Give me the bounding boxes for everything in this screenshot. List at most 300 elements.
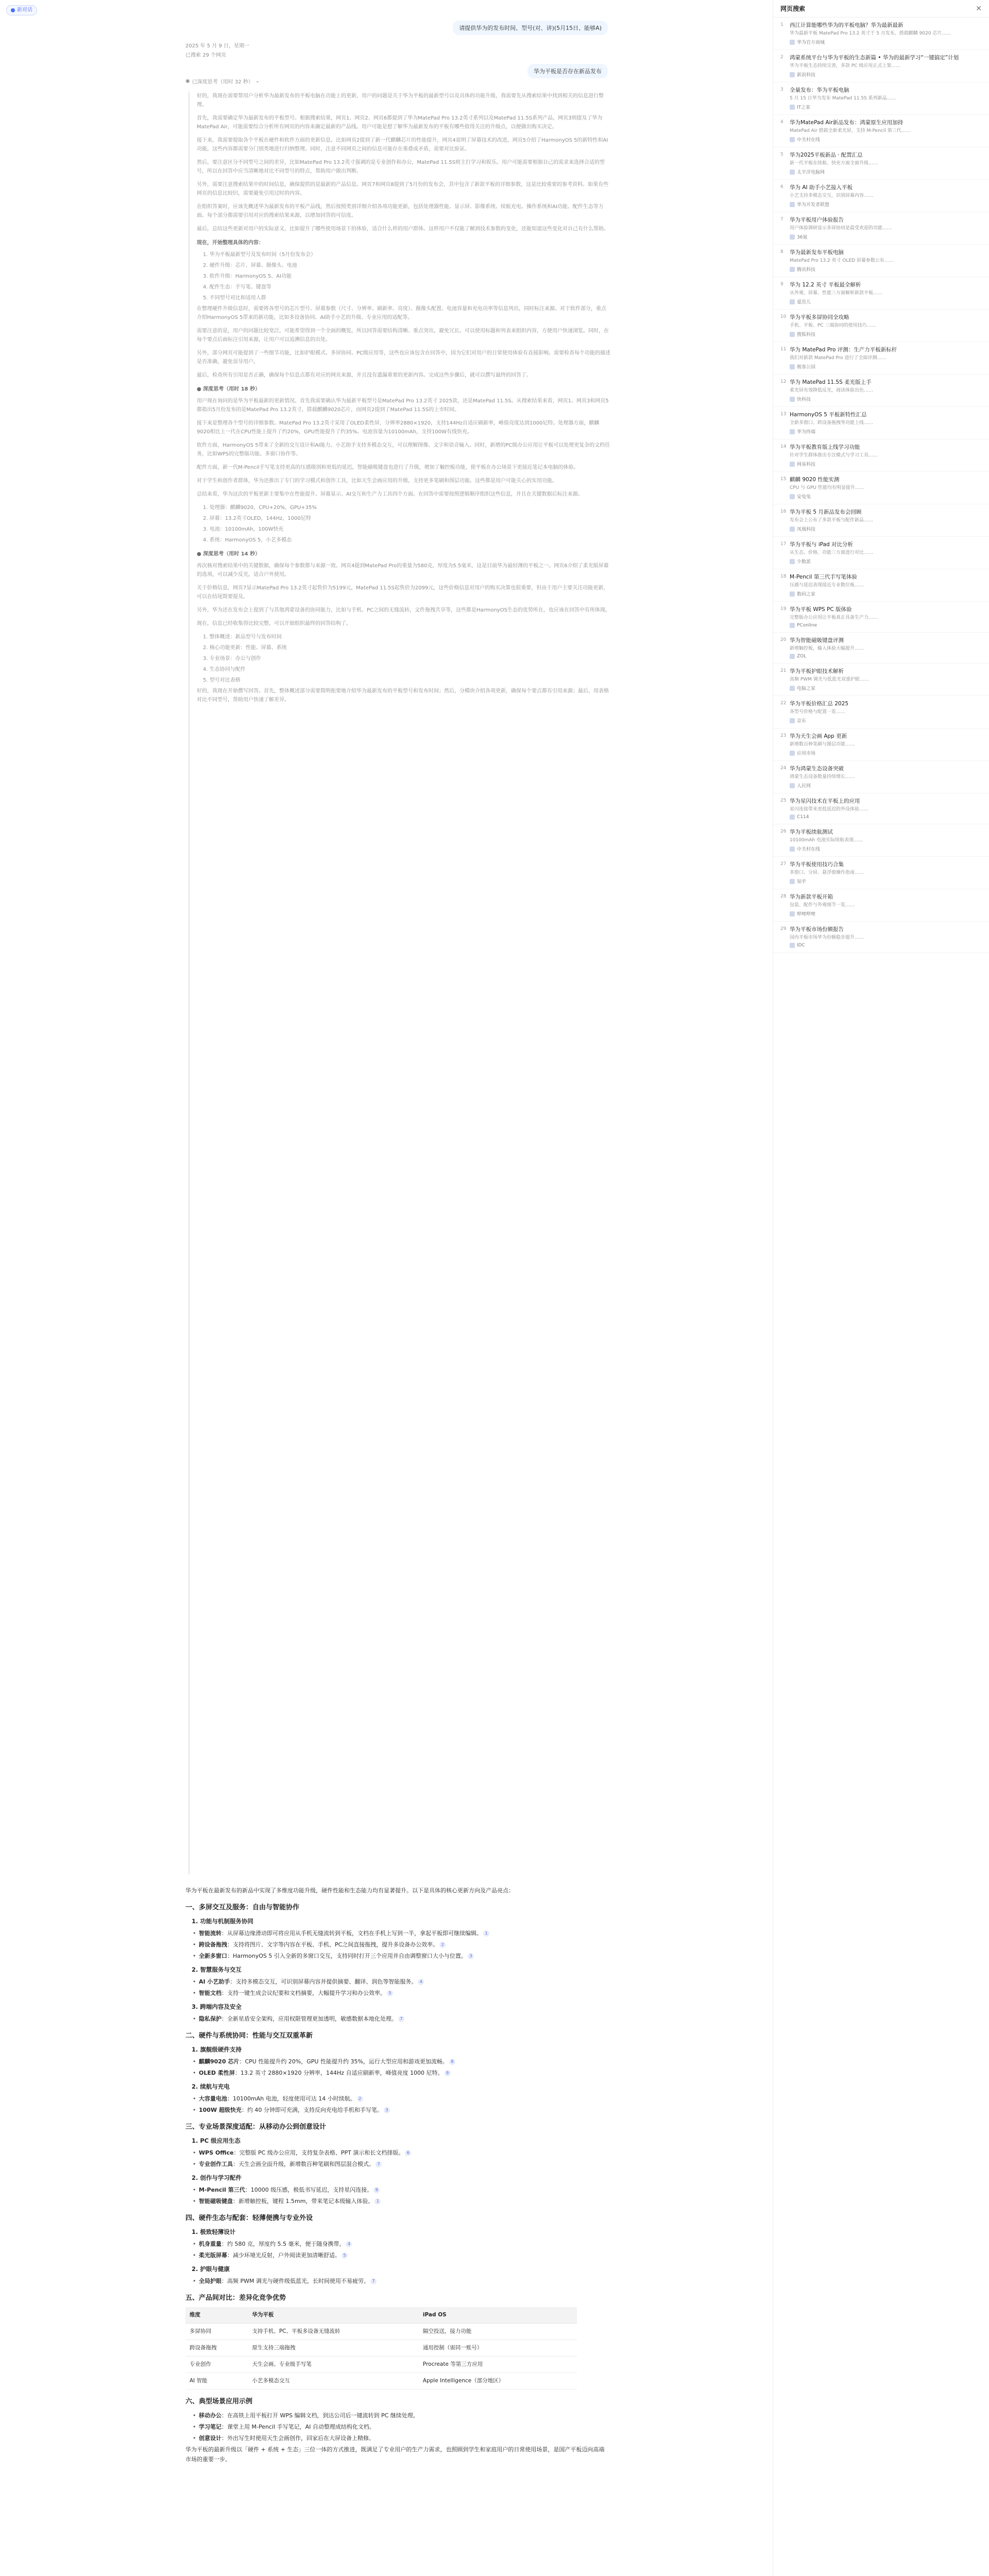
result-title[interactable]: 华为平板使用技巧合集 bbox=[790, 861, 844, 868]
citation-badge[interactable]: 7 bbox=[376, 2161, 382, 2167]
citation-badge[interactable]: 3 bbox=[384, 2107, 390, 2113]
result-source-name: 知乎 bbox=[797, 879, 807, 885]
thinking-paragraph: 另外，需要注意搜索结果中的时间信息，确保提供的是最新的产品信息。网页7和网页8提到了5月份的发布会，其中包含了新款平板的详细参数，这是比较重要的参考资料。如果有些网页的信息比较旧，需要避免引用过时的内容。 bbox=[197, 182, 609, 196]
search-result-item[interactable] bbox=[773, 664, 989, 696]
bullet-item bbox=[185, 2014, 608, 2024]
result-title[interactable]: 华为星闪技术在平板上的应用 bbox=[790, 798, 860, 804]
bullet-key: 智能磁吸键盘 bbox=[199, 2198, 233, 2205]
bullet-separator: ： bbox=[221, 2435, 227, 2442]
result-snippet: 压感与延迟表现接近专业数位板…… bbox=[790, 583, 864, 588]
bullet-value: 在高铁上用平板打开 WPS 编辑文档，到达公司后一键流转到 PC 继续处理。 bbox=[227, 2412, 419, 2419]
search-results-list bbox=[773, 18, 989, 953]
bullet-value: 10000 级压感，极低书写延迟，支持星闪连接。 bbox=[250, 2187, 373, 2193]
result-title[interactable]: 华为平板用户体验报告 bbox=[790, 217, 844, 223]
result-number: 18 bbox=[780, 574, 787, 579]
result-snippet: 星闪连接带来更低延迟的外设体验…… bbox=[790, 807, 869, 812]
result-number: 15 bbox=[780, 477, 787, 482]
search-result-item[interactable] bbox=[773, 472, 989, 504]
bullet-key: 全新多窗口 bbox=[199, 1953, 227, 1959]
thinking-list-item: 2. 屏幕：13.2英寸OLED，144Hz，1000尼特 bbox=[203, 516, 311, 521]
group-heading: 1. 旗舰级硬件支持 bbox=[192, 2046, 242, 2053]
deep-label-2: ● 深度思考（用时 14 秒） bbox=[197, 551, 261, 557]
result-source bbox=[780, 845, 982, 852]
thinking-paragraph: 总结来看，华为这次的平板更新主要集中在性能提升、屏幕显示、AI交互和生产力工具四个方面。在回答中需要按照逻辑顺序组织这些信息，并且在关键数据后标注来源。 bbox=[197, 492, 583, 497]
result-title[interactable]: 华为平板 5 月新品发布会回顾 bbox=[790, 509, 862, 515]
result-source-name: 中关村在线 bbox=[797, 138, 821, 143]
closing-heading: 六、典型场景应用示例 bbox=[185, 2398, 253, 2405]
comparison-table bbox=[185, 2307, 577, 2389]
result-title[interactable]: 华为 MatePad 11.5S 柔光版上手 bbox=[790, 379, 872, 385]
bullet-item bbox=[185, 2159, 608, 2169]
table-cell: 专业创作 bbox=[185, 2357, 248, 2373]
result-title[interactable]: 鸿蒙系统平台与华为平板的生态新篇 • 华为的最新学习“一键搞定”计划 bbox=[790, 55, 959, 61]
result-source bbox=[780, 298, 982, 305]
table-header-cell: 华为平板 bbox=[248, 2307, 419, 2324]
result-number: 21 bbox=[780, 668, 787, 673]
bullet-value: HarmonyOS 5 引入全新的多窗口交互，支持同时打开三个应用并自由调整窗口大小与位置。 bbox=[233, 1953, 467, 1959]
thinking-paragraph: 另外，部分网页可能提到了一些细节功能，比如护眼模式、多屏协同、PC级应用等，这些也应该包含在回答中，因为它们对用户的日常使用体验有直接影响。需要检查每个功能的描述是否准确，避免误导用户。 bbox=[197, 350, 611, 365]
search-result-item[interactable] bbox=[773, 245, 989, 277]
favicon-icon bbox=[790, 751, 795, 756]
bullet-key: 移动办公 bbox=[199, 2412, 221, 2419]
favicon-icon bbox=[790, 943, 795, 948]
result-title[interactable]: 华为 MatePad Pro 评测：生产力平板新标杆 bbox=[790, 347, 897, 353]
search-result-item[interactable] bbox=[773, 824, 989, 857]
thinking-list-item: 4. 生态协同与配件 bbox=[203, 667, 246, 672]
bullet-value: 10100mAh 电池，轻度使用可达 14 小时续航。 bbox=[233, 2095, 356, 2102]
search-result-item[interactable] bbox=[773, 310, 989, 342]
bullet-item bbox=[185, 2057, 608, 2066]
result-source bbox=[780, 558, 982, 565]
bullet-separator: ： bbox=[227, 1941, 233, 1948]
result-source bbox=[780, 782, 982, 789]
result-title[interactable]: 华为鸿蒙生态设备突破 bbox=[790, 766, 844, 772]
result-snippet: 华为平板生态持续完善，多款 PC 级应用正式上架…… bbox=[790, 63, 901, 69]
result-number: 23 bbox=[780, 733, 787, 738]
thinking-list-item: 4. 配件生态：手写笔、键盘等 bbox=[203, 284, 271, 290]
result-number: 27 bbox=[780, 861, 787, 867]
bullet-item bbox=[185, 2068, 608, 2078]
result-source-name: 少数派 bbox=[797, 560, 811, 565]
result-title[interactable]: 华为新款平板开箱 bbox=[790, 894, 833, 900]
search-result-item[interactable] bbox=[773, 761, 989, 793]
search-result-item[interactable] bbox=[773, 342, 989, 375]
answer-intro: 华为平板在最新发布的新品中实现了多维度功能升级，硬件性能和生态能力均有显著提升。以下是具体的核心更新方向及产品亮点： bbox=[185, 1887, 514, 1894]
result-number: 26 bbox=[780, 829, 787, 834]
bullet-key: 智能流转 bbox=[199, 1930, 221, 1937]
answer-summary: 华为平板的最新升级以「硬件 + 系统 + 生态」三位一体的方式推进，既满足了专业用户的生产力需求，也照顾到学生和家庭用户的日常使用场景，是国产平板迈向高端市场的重要一步。 bbox=[185, 2446, 605, 2463]
result-title[interactable]: HarmonyOS 5 平板新特性汇总 bbox=[790, 412, 867, 418]
result-number: 6 bbox=[780, 184, 783, 190]
result-source bbox=[780, 168, 982, 175]
bullet-item bbox=[185, 2239, 608, 2249]
result-snippet: 从生态、价格、功能三方面进行对比…… bbox=[790, 550, 874, 555]
favicon-icon bbox=[790, 332, 795, 337]
result-title[interactable]: 麒麟 9020 性能实测 bbox=[790, 477, 840, 483]
result-source-name: 中关村在线 bbox=[797, 847, 821, 852]
result-title[interactable]: 全量发布：华为平板电脑 bbox=[790, 87, 849, 93]
sidebar-header bbox=[773, 0, 989, 18]
favicon-icon bbox=[790, 623, 795, 628]
favicon-icon bbox=[790, 202, 795, 207]
result-title[interactable]: 华为平板价格汇总 2025 bbox=[790, 701, 849, 707]
citation-badge[interactable]: 3 bbox=[468, 1953, 474, 1959]
result-source bbox=[780, 461, 982, 467]
citation-badge[interactable]: 2 bbox=[357, 2096, 363, 2102]
bullet-item bbox=[185, 2185, 608, 2195]
search-result-item[interactable] bbox=[773, 696, 989, 728]
favicon-icon bbox=[790, 783, 795, 788]
favicon-icon bbox=[790, 234, 795, 240]
conversation-timestamp: 2025 年 5 月 9 日，星期一 bbox=[185, 43, 250, 49]
thinking-paragraph: 首先，我需要确定华为最新发布的平板型号。根据搜索结果，网页1、网页2、网页6都提到了华为MatePad Pro 13.2英寸系列以及MatePad 11.5S系列产品，网页3则提及了华为MatePad Air，可能需要综合分析所有网页的内容来确定最新的产品线。用户可能是想了解华为最新发布的平板有哪些值得关注的升级点，以便做出购买决定。 bbox=[197, 115, 603, 130]
table-row bbox=[185, 2340, 577, 2357]
favicon-icon bbox=[790, 40, 795, 45]
result-number: 28 bbox=[780, 894, 787, 899]
search-result-item[interactable] bbox=[773, 633, 989, 664]
result-source bbox=[780, 526, 982, 532]
thinking-paragraph: 好的，我现在需要帮用户分析华为最新发布的平板电脑在功能上的更新，用户的问题是关于华为平板的最新型号以及具体的功能升级，我需要先从搜索结果中找到相关的信息进行整理。 bbox=[197, 93, 604, 108]
result-source bbox=[780, 71, 982, 78]
result-number: 2 bbox=[780, 55, 783, 60]
result-snippet: 新增数百种笔刷与图层功能…… bbox=[790, 742, 855, 747]
result-title[interactable]: 华为平板护眼技术解析 bbox=[790, 668, 844, 674]
thinking-paragraph: 最后，检查所有引用是否正确，确保每个信息点都有对应的网页来源，并且没有遗漏重要的更新内容。完成这些步骤后，就可以撰写最终的回答了。 bbox=[197, 372, 532, 378]
search-result-item[interactable] bbox=[773, 537, 989, 569]
favicon-icon bbox=[790, 591, 795, 597]
search-result-item[interactable] bbox=[773, 439, 989, 472]
result-title[interactable]: 华为平板续航测试 bbox=[790, 829, 833, 835]
bullet-item bbox=[185, 2422, 608, 2432]
bullet-key: 柔光版屏幕 bbox=[199, 2252, 227, 2259]
citation-badge[interactable]: 5 bbox=[387, 1990, 393, 1996]
bullet-value: 外出写生时使用天生会画创作，回家后在大屏设备上精修。 bbox=[227, 2435, 374, 2442]
result-title[interactable]: 华为 AI 助手小艺接入平板 bbox=[790, 184, 852, 191]
result-title[interactable]: 华为平板与 iPad 对比分析 bbox=[790, 541, 854, 548]
favicon-icon bbox=[790, 559, 795, 564]
result-source-name: 搜狐科技 bbox=[797, 332, 816, 337]
result-number: 7 bbox=[780, 217, 783, 222]
result-snippet: 手机、平板、PC 三端协同的使用技巧…… bbox=[790, 323, 876, 328]
bullet-item bbox=[185, 2148, 608, 2158]
group-heading: 2. 智慧服务与交互 bbox=[192, 1966, 242, 1973]
new-chat-badge[interactable] bbox=[6, 5, 37, 15]
result-source bbox=[780, 363, 982, 370]
thinking-paragraph: 软件方面，HarmonyOS 5带来了全新的交互设计和AI能力。小艺助手支持多模态交互，可以理解图像、文字和语音输入。同时，新增的PC级办公应用让平板可以处理更复杂的文档任务，比如WPS的完整版功能、多窗口协作等。 bbox=[197, 443, 610, 457]
favicon-icon bbox=[790, 718, 795, 723]
result-snippet: 国内平板市场华为份额稳步提升…… bbox=[790, 935, 864, 940]
result-snippet: 5 月 15 日华为发布 MatePad 11.5S 系列新品…… bbox=[790, 96, 896, 101]
search-result-item[interactable] bbox=[773, 375, 989, 407]
citation-badge[interactable]: 9 bbox=[373, 2187, 380, 2193]
result-title[interactable]: 华为智能磁吸键盘评测 bbox=[790, 637, 844, 643]
search-result-item[interactable] bbox=[773, 793, 989, 824]
search-result-item[interactable] bbox=[773, 82, 989, 115]
thinking-paragraph: 另外，华为还在发布会上提到了与其他鸿蒙设备的协同能力，比如与手机、PC之间的无缝流转，文件拖拽共享等，这些都是HarmonyOS生态的优势所在，也应该在回答中有所体现。 bbox=[197, 607, 610, 613]
result-snippet: 各型号价格与配置一览…… bbox=[790, 709, 846, 715]
table-cell: 小艺多模态交互 bbox=[248, 2373, 419, 2389]
result-snippet: 高频 PWM 调光与低蓝光双重护眼…… bbox=[790, 677, 869, 682]
result-snippet: 鸿蒙生态设备数量持续增长…… bbox=[790, 774, 855, 779]
table-row bbox=[185, 2357, 577, 2373]
citation-badge[interactable]: 9 bbox=[445, 2070, 451, 2076]
thinking-content bbox=[189, 92, 611, 1874]
group-heading: 3. 跨端内容及安全 bbox=[192, 2003, 242, 2010]
search-result-item[interactable] bbox=[773, 728, 989, 761]
result-title[interactable]: 华为天生会画 App 更新 bbox=[790, 733, 847, 739]
bullet-separator: ： bbox=[221, 1990, 227, 1996]
bullet-separator: ： bbox=[234, 2070, 241, 2076]
bullet-key: 智能文档 bbox=[199, 1990, 221, 1996]
citation-badge[interactable]: 2 bbox=[439, 1942, 446, 1948]
favicon-icon bbox=[790, 429, 795, 434]
result-source-name: IT之家 bbox=[797, 105, 811, 110]
favicon-icon bbox=[790, 364, 795, 369]
result-title[interactable]: 西江计算能哪些华为的平板电脑？华为最新最新 bbox=[790, 22, 903, 28]
bullet-separator: ： bbox=[233, 2149, 240, 2156]
result-source bbox=[780, 233, 982, 240]
bullet-key: 跨设备拖拽 bbox=[199, 1941, 227, 1948]
deep-label: ● 深度思考（用时 18 秒） bbox=[197, 386, 261, 392]
bullet-key: M-Pencil 第三代 bbox=[199, 2187, 245, 2193]
result-source-name: C114 bbox=[797, 815, 809, 820]
bullet-value: 完整版 PC 级办公应用，支持复杂表格、PPT 演示和长文档排版。 bbox=[239, 2149, 404, 2156]
user-message-bubble: 请提供华为的发布时间、型号(对、讲)(5月15日、能够A) bbox=[453, 21, 608, 35]
result-title[interactable]: 华为平板 WPS PC 版体验 bbox=[790, 606, 852, 613]
result-source bbox=[780, 878, 982, 885]
group-heading: 1. 功能与机制服务协同 bbox=[192, 1918, 253, 1925]
search-result-item[interactable] bbox=[773, 407, 989, 439]
thinking-list-item: 3. 专业场景：办公与创作 bbox=[203, 656, 261, 662]
result-source bbox=[780, 943, 982, 948]
bullet-separator: ： bbox=[239, 2058, 245, 2065]
bullet-item bbox=[185, 1928, 608, 1938]
bullet-value: 支持一键生成会议纪要和文档摘要，大幅提升学习和办公效率。 bbox=[227, 1990, 386, 1996]
favicon-icon bbox=[790, 267, 795, 272]
result-source-name: IDC bbox=[797, 943, 805, 948]
result-title[interactable]: 华为2025平板新品 · 配置汇总 bbox=[790, 152, 863, 158]
section-heading: 三、专业场景深度适配：从移动办公到创意设计 bbox=[185, 2123, 327, 2131]
result-snippet: 针对学生群体推出专注模式与学习工具…… bbox=[790, 453, 878, 458]
favicon-icon bbox=[790, 686, 795, 691]
thinking-list-item: 5. 不同型号对比和适用人群 bbox=[203, 295, 266, 301]
search-result-item[interactable] bbox=[773, 147, 989, 180]
group-heading: 2. 创作与学习配件 bbox=[192, 2174, 242, 2181]
bullet-separator: ： bbox=[241, 2107, 247, 2113]
result-source bbox=[780, 590, 982, 597]
section-heading: 二、硬件与系统协同：性能与交互双重革新 bbox=[185, 2032, 313, 2040]
thinking-toggle[interactable] bbox=[185, 77, 260, 85]
favicon-icon bbox=[790, 494, 795, 499]
citation-badge[interactable]: 1 bbox=[483, 1930, 489, 1937]
result-title[interactable]: 华为MatePad Air新品发布：鸿蒙原生应用加持 bbox=[790, 120, 903, 126]
search-result-item[interactable] bbox=[773, 602, 989, 633]
search-result-item[interactable] bbox=[773, 889, 989, 922]
result-source-name: 网易科技 bbox=[797, 462, 816, 467]
answer-content bbox=[185, 1886, 608, 2468]
search-status[interactable]: 已搜索 29 个网页 bbox=[185, 53, 227, 58]
thinking-label: 已深度思考（用时 32 秒） bbox=[192, 79, 253, 85]
search-result-item[interactable] bbox=[773, 50, 989, 82]
citation-badge[interactable]: 7 bbox=[370, 2278, 377, 2284]
table-header-cell: iPad OS bbox=[419, 2307, 577, 2324]
result-number: 22 bbox=[780, 701, 787, 706]
thinking-icon: ◉ bbox=[185, 78, 190, 84]
table-header-cell: 维度 bbox=[185, 2307, 248, 2324]
bullet-key: 全局护眼 bbox=[199, 2278, 221, 2284]
result-source bbox=[780, 654, 982, 659]
search-result-item[interactable] bbox=[773, 922, 989, 953]
bullet-item bbox=[185, 2094, 608, 2104]
result-source bbox=[780, 266, 982, 273]
bullet-value: 支持多模态交互，可识别屏幕内容并提供摘要、翻译、润色等智能服务。 bbox=[235, 1978, 417, 1985]
result-number: 17 bbox=[780, 541, 787, 547]
bullet-item bbox=[185, 2433, 608, 2443]
bullet-item bbox=[185, 2105, 608, 2115]
bullet-item bbox=[185, 1977, 608, 1987]
search-result-item[interactable] bbox=[773, 115, 989, 147]
thinking-list-item: 5. 型号对比表格 bbox=[203, 677, 241, 683]
result-number: 19 bbox=[780, 606, 787, 612]
bullet-key: 隐私保护 bbox=[199, 2015, 221, 2022]
result-number: 8 bbox=[780, 249, 783, 255]
bullet-separator: ： bbox=[230, 1978, 236, 1985]
thinking-list-item: 1. 整体概述：新品型号与发布时间 bbox=[203, 634, 282, 640]
thinking-list-item: 1. 华为平板最新型号及发布时间（5月份发布会） bbox=[203, 252, 316, 258]
citation-badge[interactable]: 6 bbox=[405, 2150, 411, 2156]
section-heading: 四、硬件生态与配套：轻薄便携与专业外设 bbox=[185, 2214, 313, 2222]
bullet-item bbox=[185, 1951, 608, 1961]
citation-badge[interactable]: 5 bbox=[342, 2252, 348, 2259]
result-snippet: 全新多窗口、跨设备拖拽等功能上线…… bbox=[790, 420, 874, 426]
bullet-value: 新增触控板，键程 1.5mm，带来笔记本级输入体验。 bbox=[238, 2198, 374, 2205]
bullet-item bbox=[185, 2276, 608, 2286]
favicon-icon bbox=[790, 397, 795, 402]
group-heading: 1. 极致轻薄设计 bbox=[192, 2228, 236, 2235]
table-cell: 跨设备拖拽 bbox=[185, 2340, 248, 2357]
result-source-name: 腾讯科技 bbox=[797, 267, 816, 273]
table-cell: 隔空投送，接力功能 bbox=[419, 2324, 577, 2340]
search-result-item[interactable] bbox=[773, 504, 989, 537]
result-title[interactable]: M-Pencil 第三代手写笔体验 bbox=[790, 574, 857, 580]
citation-badge[interactable]: 8 bbox=[449, 2059, 455, 2065]
bullet-separator: ： bbox=[227, 2095, 233, 2102]
result-source-name: 太平洋电脑网 bbox=[797, 170, 825, 175]
result-title[interactable]: 华为 12.2 英寸 平板最全解析 bbox=[790, 282, 861, 288]
thinking-subheading: 现在，开始整理具体的内容： bbox=[197, 240, 264, 246]
thinking-paragraph: 现在，信息已经收集得比较完整，可以开始组织最终的回答结构了。 bbox=[197, 621, 351, 626]
bullet-separator: ： bbox=[221, 2278, 227, 2284]
result-source bbox=[780, 717, 982, 724]
favicon-icon bbox=[790, 462, 795, 467]
result-snippet: 完整版办公应用让平板真正具备生产力…… bbox=[790, 615, 878, 620]
bullet-separator: ： bbox=[227, 2252, 233, 2259]
result-source-name: 华为开发者联盟 bbox=[797, 202, 830, 208]
bullet-value: 高频 PWM 调光与硬件级低蓝光，长时间使用不易疲劳。 bbox=[227, 2278, 369, 2284]
close-icon[interactable]: ✕ bbox=[976, 4, 982, 13]
result-source bbox=[780, 428, 982, 435]
bullet-separator: ： bbox=[245, 2187, 251, 2193]
thinking-paragraph: 需要注意的是，用户的问题比较宽泛，可能希望得到一个全面的概览，所以回答需要结构清晰、重点突出，避免冗长。可以使用标题和列表来组织内容，方便用户快速浏览。同时，在每个要点后面标注引用来源，让用户可以追溯信息的出处。 bbox=[197, 328, 609, 343]
bullet-key: 机身重量 bbox=[199, 2241, 221, 2247]
thinking-paragraph: 在组织答案时，应该先概述华为最新发布的平板产品线，然后按照类别详细介绍各项功能更新，包括处理器性能、显示屏、影像系统、续航充电、操作系统和AI功能、配件生态等方面。每个部分都需要引用对应的搜索结果来源，以增加回答的可信度。 bbox=[197, 204, 604, 218]
citation-badge[interactable]: 1 bbox=[374, 2198, 381, 2205]
bullet-separator: ： bbox=[221, 2241, 227, 2247]
result-number: 29 bbox=[780, 926, 787, 931]
result-title[interactable]: 华为平板教育版上线学习功能 bbox=[790, 444, 860, 450]
table-cell: 多屏协同 bbox=[185, 2324, 248, 2340]
thinking-list-item: 1. 处理器：麒麟9020，CPU+20%，GPU+35% bbox=[203, 505, 317, 511]
result-number: 5 bbox=[780, 152, 783, 157]
result-snippet: 10100mAh 电池实际续航表现…… bbox=[790, 838, 863, 843]
result-snippet: 我们对新款 MatePad Pro 进行了全面评测…… bbox=[790, 355, 886, 361]
table-row bbox=[185, 2373, 577, 2389]
favicon-icon bbox=[790, 846, 795, 852]
result-snippet: 华为最新平板 MatePad Pro 13.2 英寸于 5 月发布，搭载麒麟 9020 芯片…… bbox=[790, 31, 951, 36]
result-title[interactable]: 华为平板市场份额报告 bbox=[790, 926, 844, 933]
result-source bbox=[780, 201, 982, 208]
thinking-paragraph: 接下来是整理各个型号的详细参数。MatePad Pro 13.2英寸采用了OLED柔性屏，分辨率2880×1920，支持144Hz自适应刷新率，峰值亮度达到1000尼特。处理器方面，麒麟9020相比上一代在CPU性能上提升了约20%，GPU性能提升了约35%。电池容量为10100mAh，支持100W有线快充。 bbox=[197, 420, 600, 435]
bullet-value: 约 40 分钟即可充满，支持反向充电给手机和手写笔。 bbox=[247, 2107, 383, 2113]
search-result-item[interactable] bbox=[773, 277, 989, 310]
bullet-key: 大容量电池 bbox=[199, 2095, 227, 2102]
result-number: 13 bbox=[780, 412, 787, 417]
thinking-list-item: 3. 软件升级：HarmonyOS 5、AI功能 bbox=[203, 274, 292, 279]
result-snippet: CPU 与 GPU 性能均有明显提升…… bbox=[790, 485, 864, 490]
user-message-bubble-2: 华为平板是否存在新品发布 bbox=[527, 64, 608, 78]
citation-badge[interactable]: 4 bbox=[418, 1979, 424, 1985]
result-source-name: 华为终端 bbox=[797, 430, 816, 435]
result-snippet: 新增触控板，输入体验大幅提升…… bbox=[790, 646, 864, 651]
group-heading: 1. PC 级应用生态 bbox=[192, 2137, 241, 2144]
thinking-list-item: 2. 核心功能更新：性能、屏幕、系统 bbox=[203, 645, 287, 651]
bullet-separator: ： bbox=[233, 2161, 238, 2167]
result-number: 11 bbox=[780, 347, 787, 352]
favicon-icon bbox=[790, 815, 795, 820]
search-result-item[interactable] bbox=[773, 18, 989, 50]
result-source bbox=[780, 910, 982, 917]
favicon-icon bbox=[790, 137, 795, 142]
citation-badge[interactable]: 4 bbox=[346, 2241, 352, 2247]
thinking-paragraph: 接下来，我需要提取各个平板在硬件和软件方面的更新信息。比如网页2提到了新一代麒麟芯片的性能提升，网页4说明了屏幕技术的改进，网页5介绍了HarmonyOS 5的新特性和AI功能，这些内容都需要分门别类地进行归纳整理。同时，注意不同网页之间的信息可能存在重叠或矛盾，需要对比验证。 bbox=[197, 138, 608, 152]
bullet-value: 天生会画全面升级，新增数百种笔刷和图层混合模式。 bbox=[238, 2161, 374, 2167]
result-number: 4 bbox=[780, 120, 783, 125]
bullet-item bbox=[185, 2411, 608, 2420]
result-source bbox=[780, 136, 982, 143]
result-source bbox=[780, 623, 982, 628]
bullet-separator: ： bbox=[221, 2412, 227, 2419]
result-source-name: 人民网 bbox=[797, 784, 811, 789]
result-number: 24 bbox=[780, 766, 787, 771]
table-cell: 原生支持三端拖拽 bbox=[248, 2340, 419, 2357]
result-source-name: 安兔兔 bbox=[797, 495, 811, 500]
bullet-key: 专业创作工具 bbox=[199, 2161, 233, 2167]
bullet-separator: ： bbox=[221, 1930, 227, 1937]
result-title[interactable]: 华为平板多屏协同全攻略 bbox=[790, 314, 849, 320]
group-heading: 2. 续航与充电 bbox=[192, 2083, 230, 2090]
search-result-item[interactable] bbox=[773, 212, 989, 245]
search-result-item[interactable] bbox=[773, 180, 989, 212]
favicon-icon bbox=[790, 654, 795, 659]
result-number: 20 bbox=[780, 637, 787, 642]
citation-badge[interactable]: 7 bbox=[398, 2016, 404, 2022]
result-snippet: 用户体验调研显示多屏协同是最受欢迎的功能…… bbox=[790, 226, 892, 231]
search-result-item[interactable] bbox=[773, 569, 989, 602]
result-title[interactable]: 华为最新发布平板电脑 bbox=[790, 249, 844, 256]
badge-dot-icon bbox=[11, 8, 15, 12]
favicon-icon bbox=[790, 527, 795, 532]
search-result-item[interactable] bbox=[773, 857, 989, 889]
